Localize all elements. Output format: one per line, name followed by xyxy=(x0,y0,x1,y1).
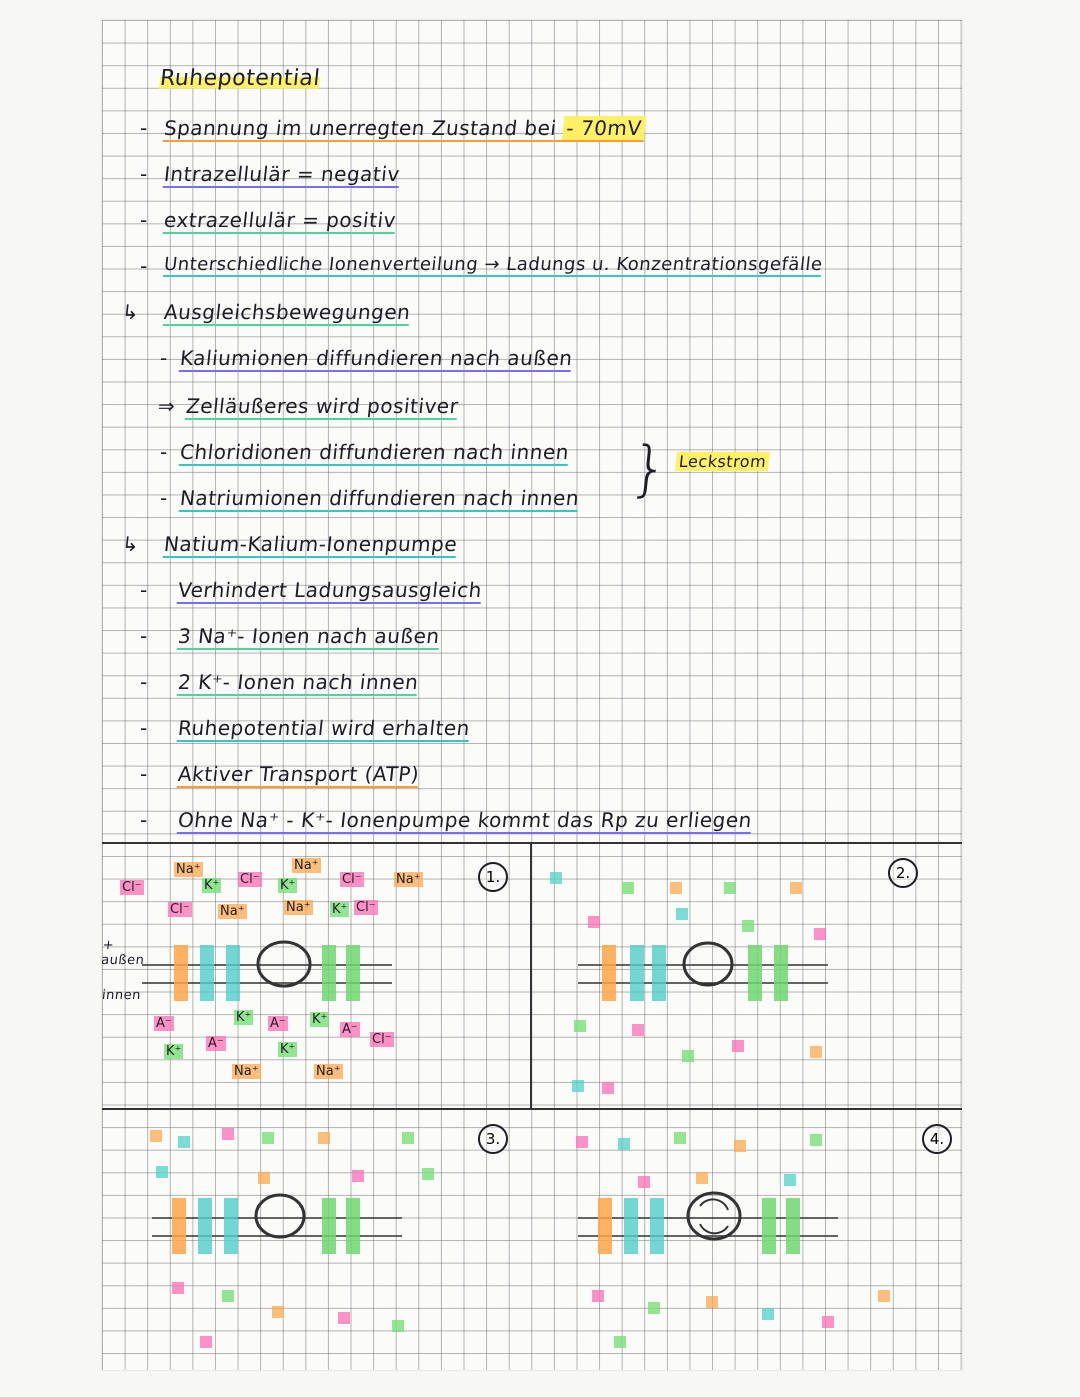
note-line-12: 3 Na⁺- Ionen nach außen xyxy=(176,624,441,648)
ion-dot xyxy=(810,1134,822,1146)
ion-dot xyxy=(810,1046,822,1058)
ion-label: Na⁺ xyxy=(316,1064,341,1079)
note-line-11: Verhindert Ladungsausgleich xyxy=(176,578,484,602)
ion-label: K⁺ xyxy=(204,878,220,893)
ion-label: Cl⁻ xyxy=(240,872,260,887)
ion-dot xyxy=(422,1168,434,1180)
membrane-panel-3 xyxy=(152,1195,402,1254)
ion-label: Na⁺ xyxy=(286,900,311,915)
ion-dot xyxy=(574,1020,586,1032)
potassium-channel xyxy=(226,945,240,1001)
note-line-10: Natium-Kalium-Ionenpumpe xyxy=(162,532,459,556)
ion-dot xyxy=(222,1128,234,1140)
ion-dot xyxy=(592,1290,604,1302)
ion-label: A⁻ xyxy=(156,1016,172,1031)
implies-arrow-icon: ⇒ xyxy=(156,394,177,418)
ion-dot xyxy=(392,1320,404,1332)
ion-dot xyxy=(576,1136,588,1148)
ion-dot xyxy=(790,882,802,894)
panel-number-3: 3. xyxy=(478,1124,508,1154)
ion-dot xyxy=(762,1308,774,1320)
bullet-dash: - xyxy=(140,808,148,832)
membrane-panel-2 xyxy=(578,943,828,1001)
ion-dot xyxy=(588,916,600,928)
ion-dot xyxy=(352,1170,364,1182)
ion-dot xyxy=(706,1296,718,1308)
ion-dot xyxy=(172,1282,184,1294)
ion-label: Cl⁻ xyxy=(356,900,376,915)
ion-dot xyxy=(222,1290,234,1302)
arrow-curve-icon: ↳ xyxy=(120,300,141,324)
sodium-potassium-pump xyxy=(256,1195,304,1237)
note-line-14: Ruhepotential wird erhalten xyxy=(176,716,472,740)
ion-label: A⁻ xyxy=(270,1016,286,1031)
note-line-2: Intrazellulär = negativ xyxy=(162,162,402,186)
note-line-7: Zelläußeres wird positiver xyxy=(184,394,460,418)
pump-rotation-arrow xyxy=(700,1199,728,1210)
note-line-13: 2 K⁺- Ionen nach innen xyxy=(176,670,420,694)
ion-label: Cl⁻ xyxy=(122,880,142,895)
ion-dot xyxy=(150,1130,162,1142)
ion-dot xyxy=(200,1336,212,1348)
leak-current-label: Leckstrom xyxy=(675,452,770,471)
arrow-right-icon: → xyxy=(483,254,502,275)
ion-dot xyxy=(178,1136,190,1148)
bullet-dash: - xyxy=(140,162,148,186)
chloride-channel xyxy=(322,1198,336,1254)
panel-number-1: 1. xyxy=(478,862,508,892)
note-line-16: Ohne Na⁺ - K⁺- Ionenpumpe kommt das Rp zu erliegen xyxy=(176,808,754,832)
potassium-channel xyxy=(200,945,214,1001)
ion-dot xyxy=(696,1172,708,1184)
ion-dot xyxy=(618,1138,630,1150)
inside-label: innen xyxy=(101,988,142,1003)
chloride-channel xyxy=(748,945,762,1001)
sodium-channel xyxy=(602,945,616,1001)
potassium-channel xyxy=(630,945,644,1001)
note-line-4: Unterschiedliche Ionenverteilung → Ladungs u. Konzentrationsgefälle xyxy=(163,254,824,275)
ion-dot xyxy=(742,920,754,932)
potassium-channel xyxy=(652,945,666,1001)
note-line-6: Kaliumionen diffundieren nach außen xyxy=(178,346,574,370)
note-line-9: Natriumionen diffundieren nach innen xyxy=(178,486,581,510)
bullet-dash: - xyxy=(140,716,148,740)
bullet-dash: - xyxy=(140,208,148,232)
ion-dot xyxy=(674,1132,686,1144)
ion-label: Na⁺ xyxy=(234,1064,259,1079)
ion-dot xyxy=(638,1176,650,1188)
ion-dot xyxy=(272,1306,284,1318)
ion-label: Cl⁻ xyxy=(342,872,362,887)
ion-dot xyxy=(648,1302,660,1314)
chloride-channel xyxy=(774,945,788,1001)
ion-label: Na⁺ xyxy=(176,862,201,877)
ion-label: K⁺ xyxy=(332,902,348,917)
note-line-3: extrazellulär = positiv xyxy=(162,208,398,232)
ion-dot xyxy=(784,1174,796,1186)
ion-dot xyxy=(732,1040,744,1052)
panel-number-2: 2. xyxy=(888,858,918,888)
notebook-page xyxy=(102,20,962,1370)
page-title: Ruhepotential xyxy=(158,66,322,91)
sodium-potassium-pump xyxy=(258,942,310,986)
bullet-dash: - xyxy=(140,116,148,140)
note-line-1: Spannung im unerregten Zustand bei - 70mV xyxy=(163,116,646,142)
panel-number-4: 4. xyxy=(922,1124,952,1154)
sodium-channel xyxy=(174,945,188,1001)
ion-dot xyxy=(734,1140,746,1152)
ion-dot xyxy=(670,882,682,894)
ion-label: K⁺ xyxy=(166,1044,182,1059)
ion-label: Na⁺ xyxy=(396,872,421,887)
potassium-channel xyxy=(224,1198,238,1254)
ion-dot xyxy=(622,882,634,894)
ion-dot xyxy=(402,1132,414,1144)
bullet-dash: - xyxy=(140,762,148,786)
potassium-channel xyxy=(650,1198,664,1254)
arrow-curve-icon: ↳ xyxy=(120,532,141,556)
membrane-diagrams xyxy=(102,20,962,1370)
potassium-channel xyxy=(624,1198,638,1254)
ion-dot xyxy=(614,1336,626,1348)
bullet-dash: - xyxy=(160,486,168,510)
ion-dot xyxy=(724,882,736,894)
ion-dot xyxy=(878,1290,890,1302)
sodium-channel xyxy=(172,1198,186,1254)
ion-label: K⁺ xyxy=(280,878,296,893)
ion-dot xyxy=(318,1132,330,1144)
note-line-8: Chloridionen diffundieren nach innen xyxy=(178,440,571,464)
membrane-panel-1 xyxy=(142,942,392,1001)
note-line-5: Ausgleichsbewegungen xyxy=(162,300,412,324)
ion-dot xyxy=(262,1132,274,1144)
ion-label: K⁺ xyxy=(236,1010,252,1025)
pump-rotation-arrow xyxy=(700,1224,728,1233)
sodium-channel xyxy=(598,1198,612,1254)
chloride-channel xyxy=(762,1198,776,1254)
ion-label: K⁺ xyxy=(280,1042,296,1057)
bullet-dash: - xyxy=(140,624,148,648)
bullet-dash: - xyxy=(160,346,168,370)
ion-dot xyxy=(632,1024,644,1036)
membrane-panel-4 xyxy=(578,1193,838,1254)
note-line-15: Aktiver Transport (ATP) xyxy=(176,762,421,786)
ion-dot xyxy=(814,928,826,940)
bullet-dash: - xyxy=(160,440,168,464)
sodium-potassium-pump xyxy=(684,943,732,985)
ion-dot xyxy=(676,908,688,920)
ion-label: A⁻ xyxy=(208,1036,224,1051)
ion-dot xyxy=(602,1082,614,1094)
ion-label: A⁻ xyxy=(342,1022,358,1037)
ion-dot xyxy=(572,1080,584,1092)
outside-label: + außen xyxy=(100,938,146,968)
ion-label: Na⁺ xyxy=(294,858,319,873)
ion-dot xyxy=(156,1166,168,1178)
ion-label: Na⁺ xyxy=(220,904,245,919)
ion-dot xyxy=(338,1312,350,1324)
ion-label: K⁺ xyxy=(312,1012,328,1027)
chloride-channel xyxy=(346,945,360,1001)
chloride-channel xyxy=(322,945,336,1001)
ion-dot xyxy=(550,872,562,884)
ion-label: Cl⁻ xyxy=(372,1032,392,1047)
curly-brace-icon: } xyxy=(626,434,673,504)
ion-dot xyxy=(258,1172,270,1184)
bullet-dash: - xyxy=(140,578,148,602)
ion-dot xyxy=(822,1316,834,1328)
chloride-channel xyxy=(346,1198,360,1254)
potassium-channel xyxy=(198,1198,212,1254)
bullet-dash: - xyxy=(140,254,148,278)
chloride-channel xyxy=(786,1198,800,1254)
voltage-value: - 70mV xyxy=(562,116,646,140)
ion-label: Cl⁻ xyxy=(170,902,190,917)
ion-dot xyxy=(682,1050,694,1062)
bullet-dash: - xyxy=(140,670,148,694)
